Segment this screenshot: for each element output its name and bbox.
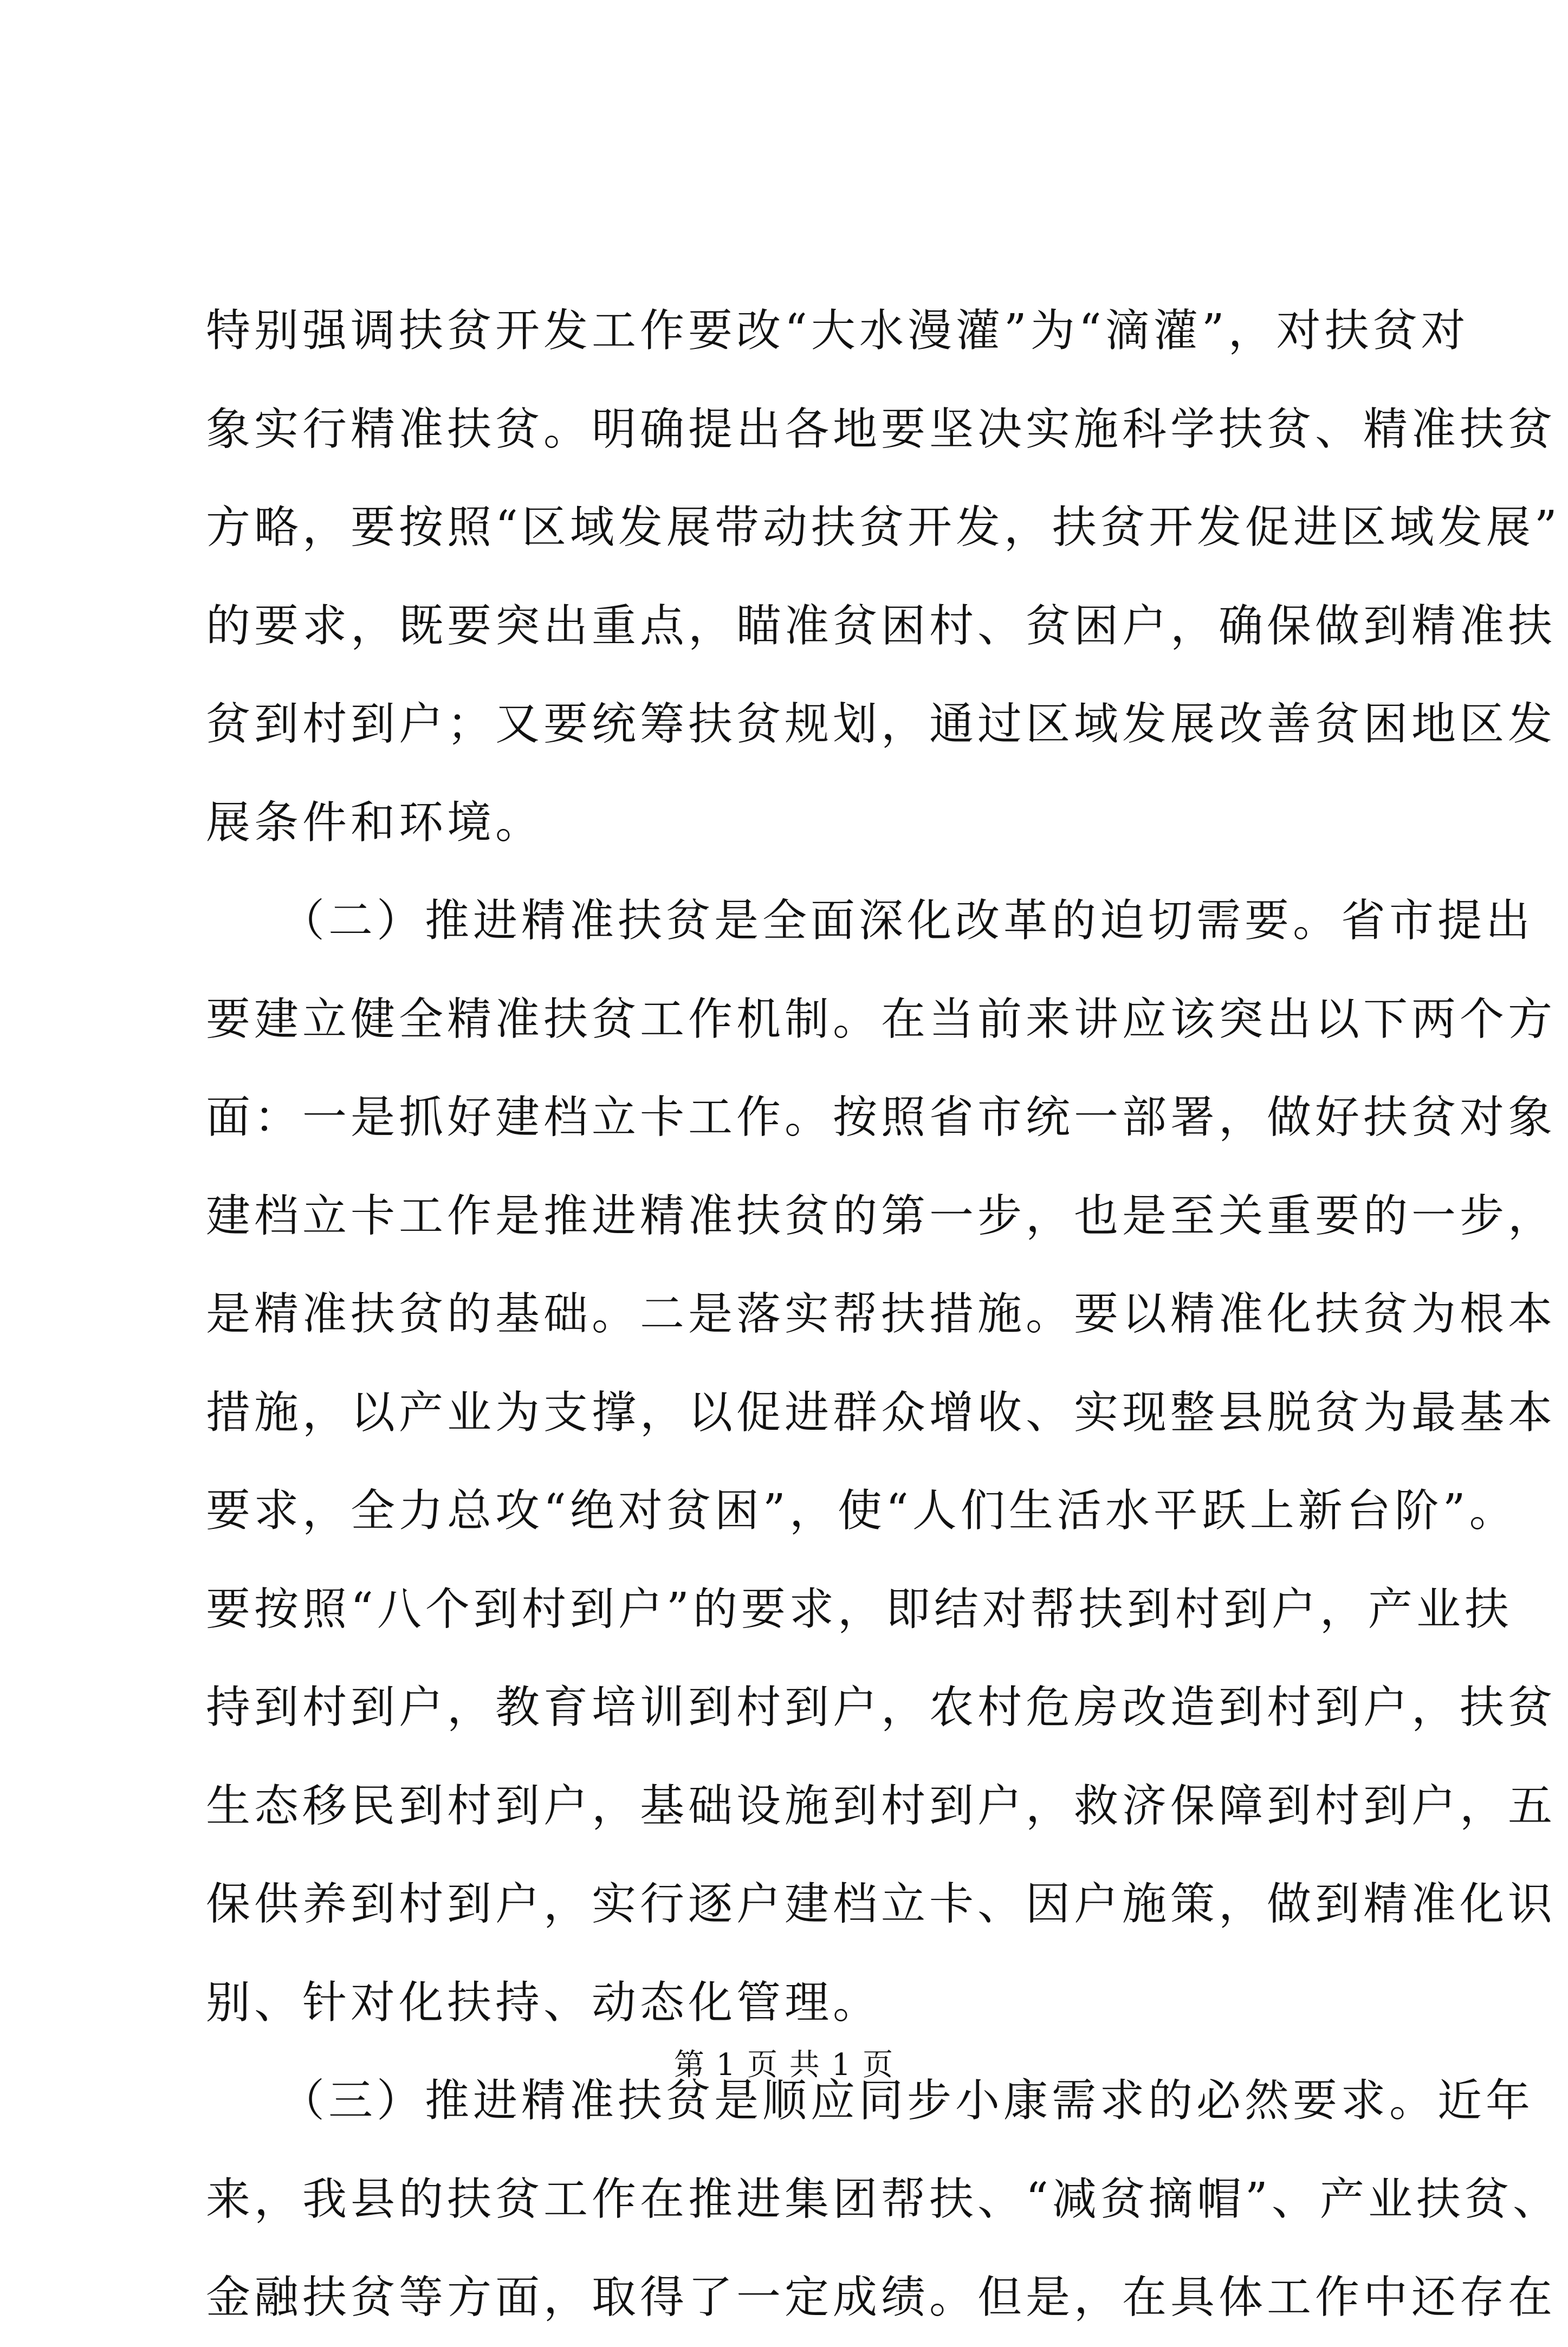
text-line: 的要求，既要突出重点，瞄准贫困村、贫困户，确保做到精准扶 [206,600,1557,652]
text-line: （二）推进精准扶贫是全面深化改革的迫切需要。省市提出 [206,895,1534,946]
text-line: 是精准扶贫的基础。二是落实帮扶措施。要以精准化扶贫为根本 [206,1288,1557,1340]
text-line: 持到村到户，教育培训到村到户，农村危房改造到村到户，扶贫 [206,1682,1557,1733]
text-line: 来，我县的扶贫工作在推进集团帮扶、“减贫摘帽”、产业扶贫、 [206,2173,1561,2225]
text-line: 措施，以产业为支撑，以促进群众增收、实现整县脱贫为最基本 [206,1386,1557,1438]
text-line: 方略，要按照“区域发展带动扶贫开发，扶贫开发促进区域发展” [206,502,1561,553]
text-line: 生态移民到村到户，基础设施到村到户，救济保障到村到户，五 [206,1780,1557,1832]
text-line: （三）推进精准扶贫是顺应同步小康需求的必然要求。近年 [206,2075,1534,2126]
page-footer [0,2044,1568,2087]
text-line: 贫到村到户；又要统筹扶贫规划，通过区域发展改善贫困地区发 [206,698,1557,750]
text-line: 特别强调扶贫开发工作要改“大水漫灌”为“滴灌”，对扶贫对 [206,305,1469,356]
text-line: 保供养到村到户，实行逐户建档立卡、因户施策，做到精准化识 [206,1878,1557,1930]
text-line: 要求，全力总攻“绝对贫困”，使“人们生活水平跃上新台阶”。 [206,1485,1518,1536]
text-line: 要按照“八个到村到户”的要求，即结对帮扶到村到户，产业扶 [206,1583,1513,1635]
text-line: 面：一是抓好建档立卡工作。按照省市统一部署，做好扶贫对象 [206,1092,1557,1143]
text-line: 别、针对化扶持、动态化管理。 [206,1976,882,2028]
text-line: 展条件和环境。 [206,796,544,848]
text-line: 象实行精准扶贫。明确提出各地要坚决实施科学扶贫、精准扶贫 [206,403,1557,455]
page-number: 第 1 页 共 1 页 [673,2047,895,2083]
text-line: 要建立健全精准扶贫工作机制。在当前来讲应该突出以下两个方 [206,993,1557,1045]
text-line: 建档立卡工作是推进精准扶贫的第一步，也是至关重要的一步， [206,1190,1557,1242]
text-line: 金融扶贫等方面，取得了一定成绩。但是，在具体工作中还存在 [206,2272,1557,2323]
body-text [206,282,1561,2347]
